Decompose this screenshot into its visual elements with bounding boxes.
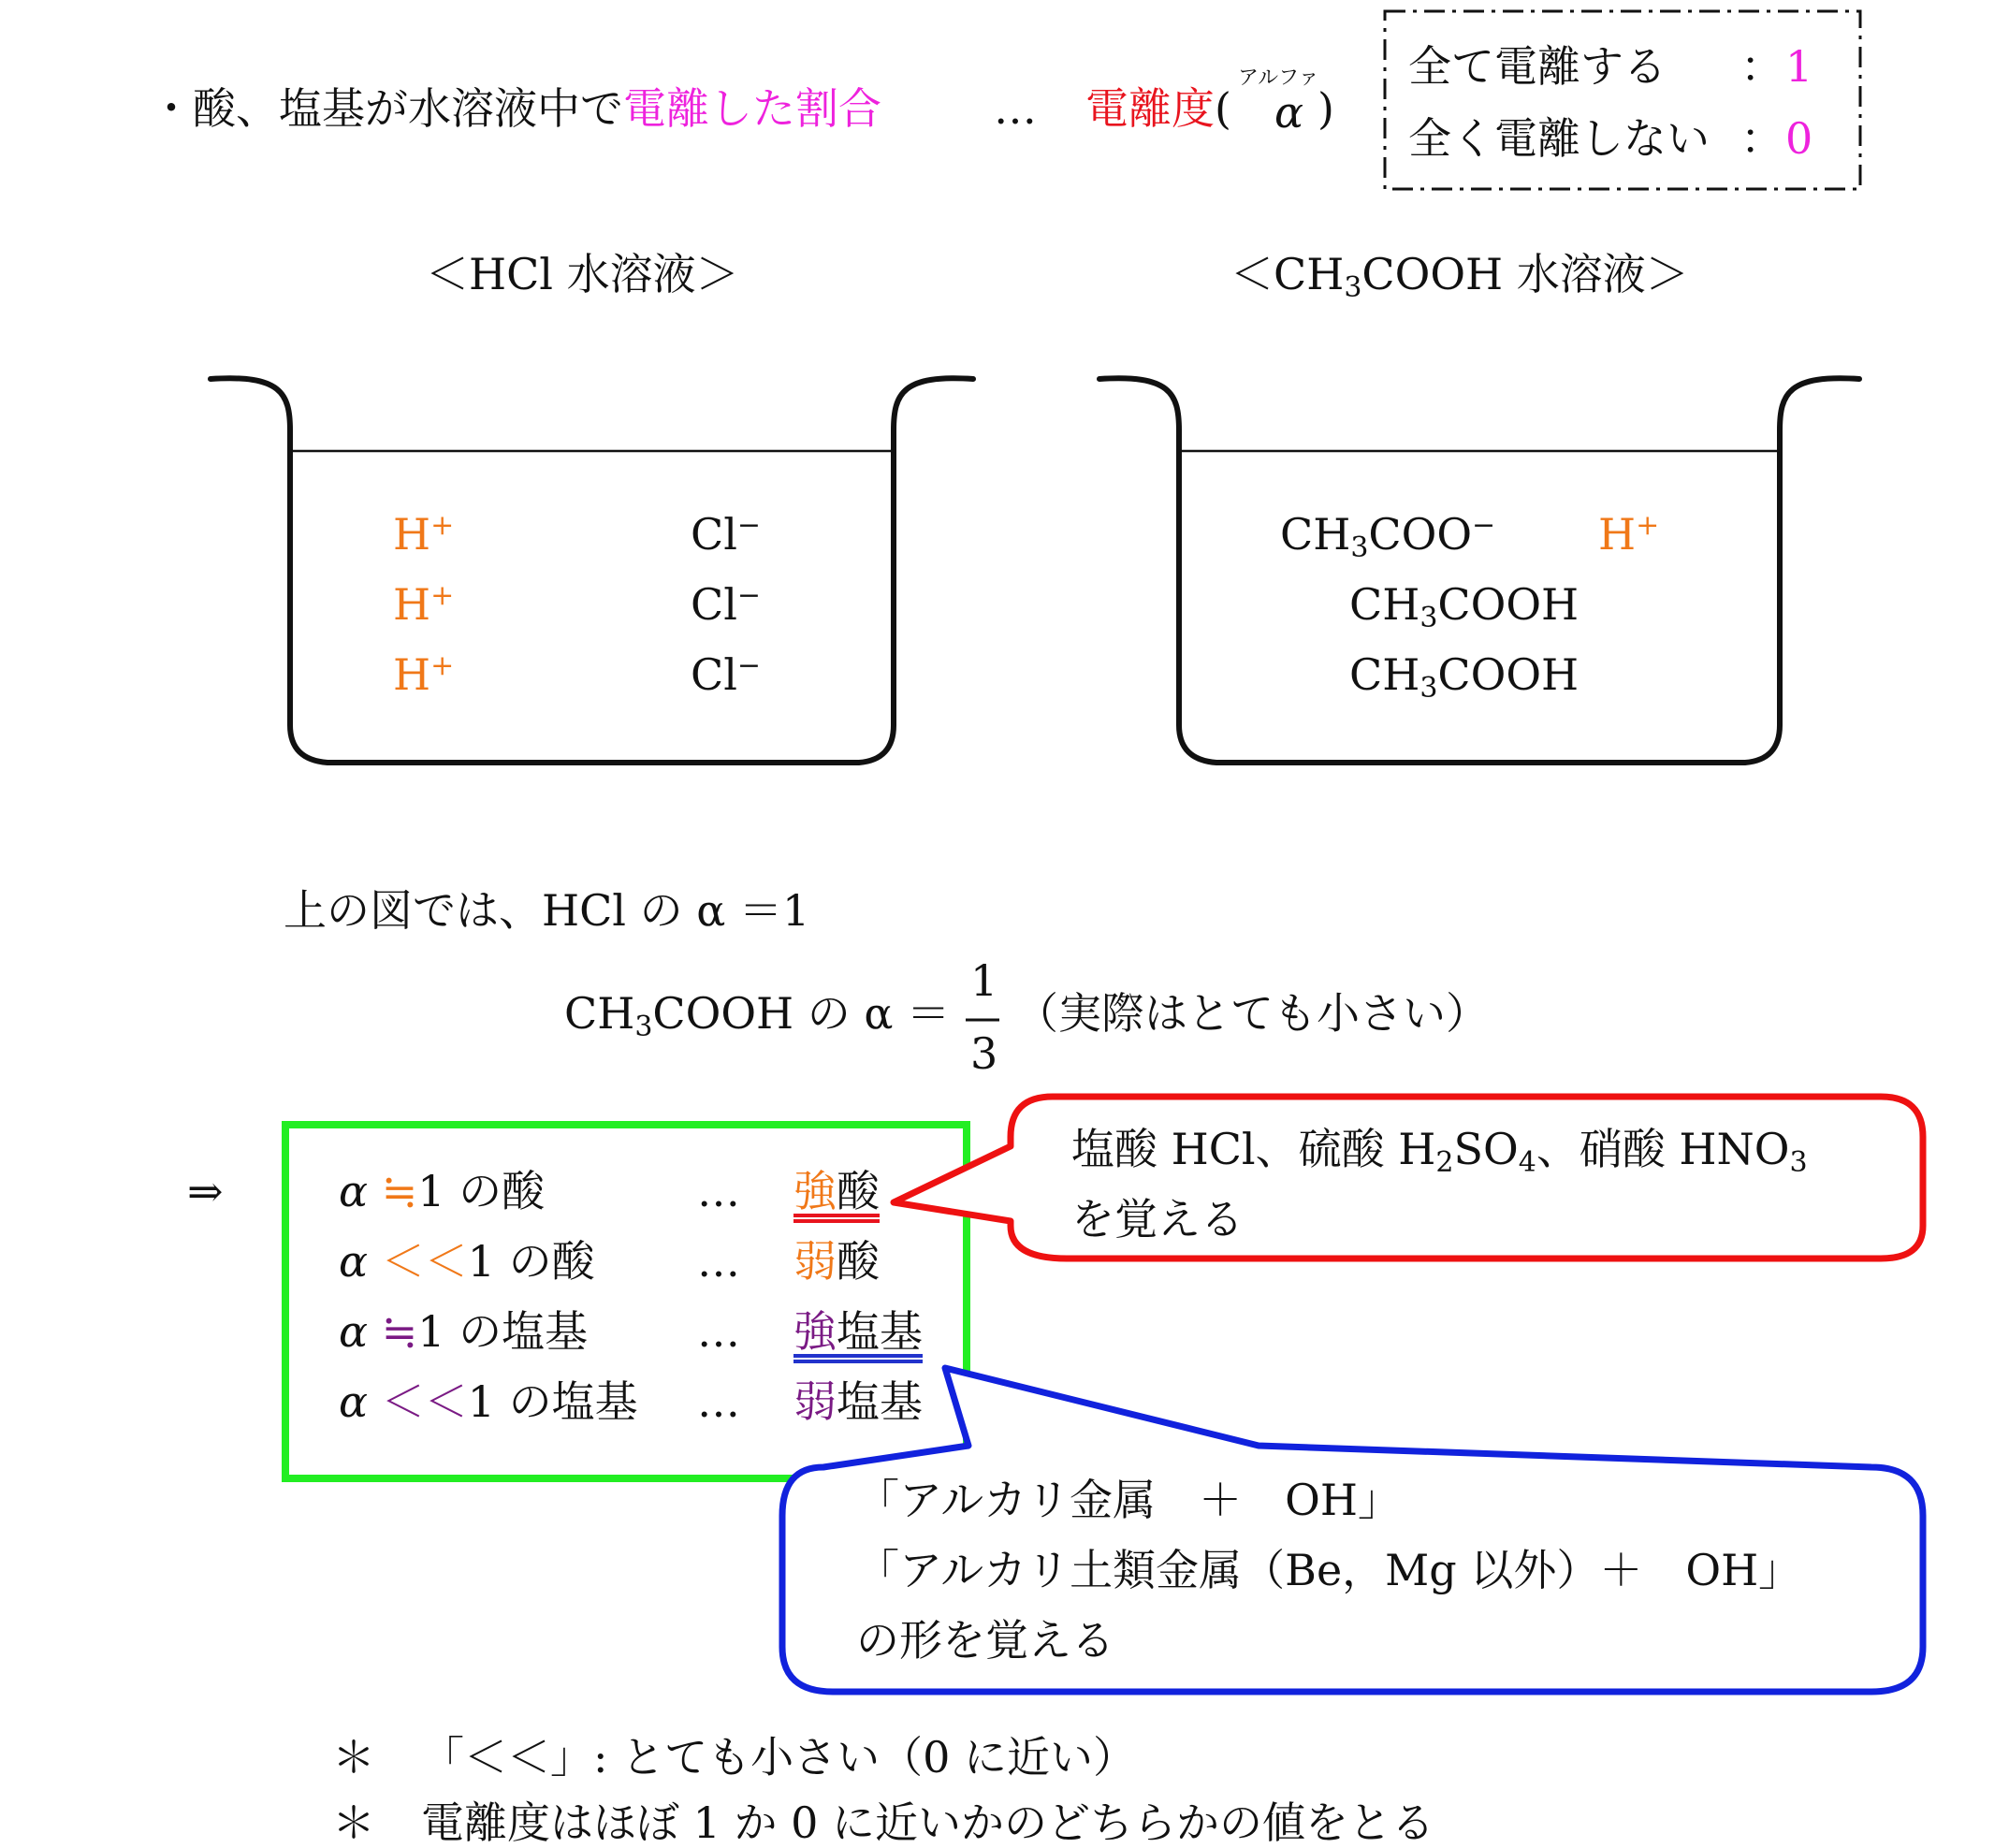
fraction-numerator: 1 [970,955,998,1006]
result-strong-acid [793,1166,880,1216]
acetic-molecule-1 [1349,579,1580,634]
acetic-2-a: CH [1349,649,1420,700]
result-weak-base-suffix: 塩基 [837,1376,923,1427]
ion-cl-1-symbol: Cl [691,509,737,560]
explain-2-a: CH [564,988,635,1039]
term-ionization-degree: 電離度 [1085,83,1215,134]
acetic-h-symbol: H [1598,509,1637,560]
ion-h-3-charge: + [430,649,455,682]
acetate-charge: − [1472,509,1496,542]
acetate-sub: 3 [1350,531,1369,564]
paren-open: ( [1215,83,1231,134]
result-weak-acid-suffix: 酸 [837,1236,880,1287]
acetate-a: CH [1280,509,1351,560]
class-row-4-text: 1 の塩基 [467,1376,638,1427]
red-callout-1c: 、硝酸 HNO [1536,1124,1790,1174]
ion-cl-2-charge: − [736,579,762,612]
ion-h-2 [393,579,455,630]
ion-cl-3 [691,649,762,700]
alpha-symbol: α [1274,87,1304,138]
class-dots-2: … [697,1236,740,1287]
red-callout-sub3: 3 [1789,1146,1808,1179]
beaker-acetic [1099,378,1859,763]
explain-note: （実際はとても小さい） [1015,988,1489,1039]
class-dots-3: … [697,1306,740,1357]
result-strong-base [793,1306,923,1357]
class-row-2-symbol: ＜＜ [381,1236,468,1287]
ion-h-1 [393,509,455,560]
legend-label-1: 全て電離する [1408,41,1667,92]
explain-2-sub: 3 [634,1011,653,1043]
acetic-title-b: COOH 水溶液＞ [1361,249,1689,299]
acetic-title-a: ＜CH [1230,249,1345,299]
acetic-beaker-title [1230,249,1689,304]
class-row-2-text: 1 の酸 [467,1236,595,1287]
result-strong-acid-suffix: 酸 [837,1166,880,1216]
acetic-title-sub: 3 [1344,271,1362,304]
result-strong-base-prefix: 強 [793,1306,837,1357]
note-2-text: 電離度はほぼ 1 か 0 に近いかのどちらかの値をとる [421,1797,1435,1848]
class-row-4-symbol: ＜＜ [381,1376,468,1427]
acetic-1-a: CH [1349,579,1420,630]
legend-line-2 [1408,113,1710,164]
class-row-4 [339,1376,638,1427]
red-callout-1a: 塩酸 HCl、硫酸 H [1071,1124,1436,1174]
result-weak-acid-prefix: 弱 [793,1236,837,1287]
acetate-b: COO [1368,509,1473,560]
explain-line-2 [564,988,951,1043]
legend-line-1 [1408,41,1667,92]
legend-label-2: 全く電離しない [1408,113,1710,164]
result-strong-base-suffix: 塩基 [837,1306,923,1357]
legend-colon-1: ： [1740,41,1783,92]
ion-h-2-charge: + [430,579,455,612]
class-row-4-alpha: α [339,1376,369,1427]
ion-cl-2-symbol: Cl [691,579,737,630]
ion-h-1-symbol: H [393,509,431,560]
acetic-2-b: COOH [1437,649,1580,700]
result-weak-acid [793,1236,880,1287]
blue-callout-line-3: の形を覚える [856,1615,1114,1666]
red-callout-1b: SO [1453,1124,1519,1174]
beaker-hcl [211,378,973,763]
acetate-ion [1280,509,1496,564]
class-row-3-symbol: ≒ [381,1306,418,1357]
blue-callout-line-2: 「アルカリ土類金属（Be，Mg 以外）＋ OH」 [856,1545,1802,1595]
paren-close: ) [1317,83,1334,134]
ion-h-2-symbol: H [393,579,431,630]
class-row-1-symbol: ≒ [381,1166,418,1216]
acetic-1-sub: 3 [1419,602,1438,634]
intro-dots: … [994,83,1037,134]
implies-arrow: ⇒ [187,1166,224,1216]
intro-highlight: 電離した割合 [623,83,881,134]
result-weak-base-prefix: 弱 [793,1376,837,1427]
class-row-1-text: 1 の酸 [417,1166,546,1216]
ion-cl-3-charge: − [736,649,762,682]
note-1-text: 「＜＜」: とても小さい（0 に近い） [421,1732,1137,1783]
ion-cl-1-charge: − [736,509,762,542]
acetic-h-ion [1598,509,1660,560]
red-callout-line-2: を覚える [1071,1194,1244,1244]
class-row-2 [339,1236,595,1287]
ion-h-3 [393,649,455,700]
legend-colon-2: ： [1740,113,1783,164]
class-row-1 [339,1166,546,1216]
explain-line-1: 上の図では、HCl の α ＝1 [284,885,810,936]
hcl-beaker-title: ＜HCl 水溶液＞ [426,249,739,299]
class-dots-1: … [697,1166,740,1216]
fraction-denominator: 3 [970,1028,998,1079]
class-row-3-text: 1 の塩基 [417,1306,589,1357]
intro-line [150,83,881,134]
class-row-2-alpha: α [339,1236,369,1287]
note-1-star: ＊ [332,1732,375,1783]
class-row-3 [339,1306,589,1357]
acetic-h-charge: + [1636,509,1660,542]
result-weak-base [793,1376,923,1427]
ion-h-3-symbol: H [393,649,431,700]
ion-cl-3-symbol: Cl [691,649,737,700]
intro-text: 酸、塩基が水溶液中で [193,83,623,134]
class-dots-4: … [697,1376,740,1427]
alpha-ruby: アルファ [1238,66,1319,90]
ion-h-1-charge: + [430,509,455,542]
ion-cl-2 [691,579,762,630]
ion-cl-1 [691,509,762,560]
result-strong-acid-prefix: 強 [793,1166,837,1216]
red-callout-line-1 [1071,1124,1808,1179]
bullet: ・ [150,83,193,134]
acetic-molecule-2 [1349,649,1580,705]
class-row-1-alpha: α [339,1166,369,1216]
red-callout-sub2: 4 [1518,1146,1536,1179]
acetic-2-sub: 3 [1419,672,1438,705]
red-callout-sub1: 2 [1435,1146,1454,1179]
blue-callout-line-1: 「アルカリ金属 ＋ OH」 [856,1475,1401,1525]
class-row-3-alpha: α [339,1306,369,1357]
red-callout-shape [894,1097,1923,1259]
acetic-1-b: COOH [1437,579,1580,630]
note-2-star: ＊ [332,1797,375,1848]
legend-value-1: 1 [1785,41,1813,92]
legend-value-2: 0 [1785,113,1813,164]
explain-2-b: COOH の α ＝ [652,988,951,1039]
